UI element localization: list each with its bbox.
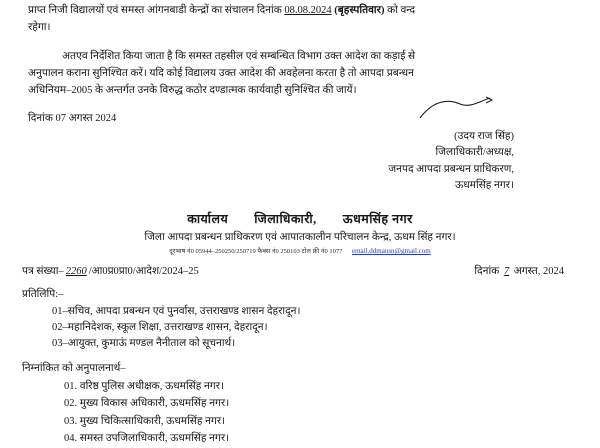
compliance-list-item: 03. मुख्य चिकित्साधिकारी, ऊधमसिंह नगर। xyxy=(64,415,226,427)
signatory-name: (उदय राज सिंह) xyxy=(454,131,514,142)
letter-date-handwritten: 7 xyxy=(503,266,510,278)
office-title-right: ऊधमसिंह नगर xyxy=(342,212,413,227)
compliance-heading: निम्नांकित को अनुपालनार्थ– xyxy=(22,362,126,374)
second-paragraph xyxy=(28,48,566,99)
top-paragraph xyxy=(28,2,566,36)
letter-date xyxy=(474,264,564,278)
top-paragraph-line-2 xyxy=(28,19,566,36)
compliance-list xyxy=(64,378,600,448)
signatory-authority: जनपद आपदा प्रबन्धन प्राधिकरण, xyxy=(388,163,514,175)
copy-list-item: 02–महानिदेशक, स्कूल शिक्षा, उत्तराखण्ड शासन, देहरादून। xyxy=(52,322,268,334)
copy-list-item: 03–आयुक्त, कुमाऊं मण्डल नैनीताल को सूचनार्थ। xyxy=(52,337,236,349)
top-paragraph-line-1 xyxy=(28,2,566,19)
office-title xyxy=(0,210,600,227)
compliance-list-item: 04. समस्त उपजिलाधिकारी, ऊधमसिंह नगर। xyxy=(64,433,230,445)
signatory-district: ऊधमसिंह नगर। xyxy=(454,179,514,191)
signatory-designation: जिलाधिकारी/अध्यक्ष, xyxy=(435,147,514,159)
office-title-left: कार्यालय xyxy=(187,212,229,227)
letter-number-prefix: पत्र संख्या– xyxy=(22,266,64,278)
signature-block xyxy=(0,129,600,194)
office-subtitle: जिला आपदा प्रबन्धन प्राधिकरण एवं आपातकालीन परिचालन केन्द्र, ऊधम सिंह नगर। xyxy=(144,232,456,244)
copy-list-item: 01–सचिव, आपदा प्रबन्धन एवं पुनर्वास, उत्तराखण्ड शासन देहरादून। xyxy=(52,306,301,318)
signature-scribble-icon xyxy=(416,96,496,122)
office-title-mid: जिलाधिकारी, xyxy=(254,212,317,227)
top-paragraph-line-2-text: रहेगा। xyxy=(28,22,51,33)
compliance-list-item: 02. मुख्य विकास अधिकारी, ऊधमसिंह नगर। xyxy=(64,398,230,410)
letter-number-row xyxy=(0,264,600,280)
office-contact xyxy=(0,246,600,255)
letter-date-prefix: दिनांक xyxy=(474,266,500,278)
letter-number-handwritten: 2260 xyxy=(65,266,87,278)
top-paragraph-line-1-text: प्राप्त निजी विद्यालयों एवं समस्त आंगनबाडी केन्द्रों का संचालन दिनांक 08.08.2024 (बृहस्पतिवार) को वन्द xyxy=(28,5,416,16)
letter-date-suffix: अगस्त, 2024 xyxy=(513,266,564,278)
second-paragraph-line-1 xyxy=(28,48,566,65)
second-paragraph-line-3-text: अधिनियम–2005 के अन्तर्गत उनके विरुद्ध कठोर दण्डात्मक कार्यवाही सुनिश्चित की जायें। xyxy=(28,85,357,96)
letter-number xyxy=(22,264,199,278)
document-page xyxy=(0,2,600,445)
office-phone-text: दूरभाष नं0 05944–250250/250719 फैक्स नं0 250103 टोल फ्री नं0 1077 xyxy=(169,248,343,256)
office-email-link[interactable]: email.ddmausn@gmail.com xyxy=(351,247,431,256)
copy-list xyxy=(52,304,600,352)
second-paragraph-line-2 xyxy=(28,65,566,82)
copy-heading: प्रतिलिपि:– xyxy=(22,289,64,301)
compliance-list-item: 01. वरिष्ठ पुलिस अधीक्षक, ऊधमसिंह नगर। xyxy=(64,380,224,392)
issue-date: दिनांक 07 अगस्त 2024 xyxy=(28,113,117,124)
letter-number-suffix: /आ0प्र0प्रा0/आदेश/2024–25 xyxy=(88,266,199,278)
second-paragraph-line-2-text: अनुपालन कराना सुनिश्चित करें। यदि कोई विद्यालय उक्त आदेश की अवहेलना करता है तो आपदा प्रबन्धन xyxy=(28,68,414,79)
second-paragraph-line-1-text: अतएव निर्देशित किया जाता है कि समस्त तहसील एवं सम्बन्धित विभाग उक्त आदेश का कड़ाई से xyxy=(62,51,416,62)
